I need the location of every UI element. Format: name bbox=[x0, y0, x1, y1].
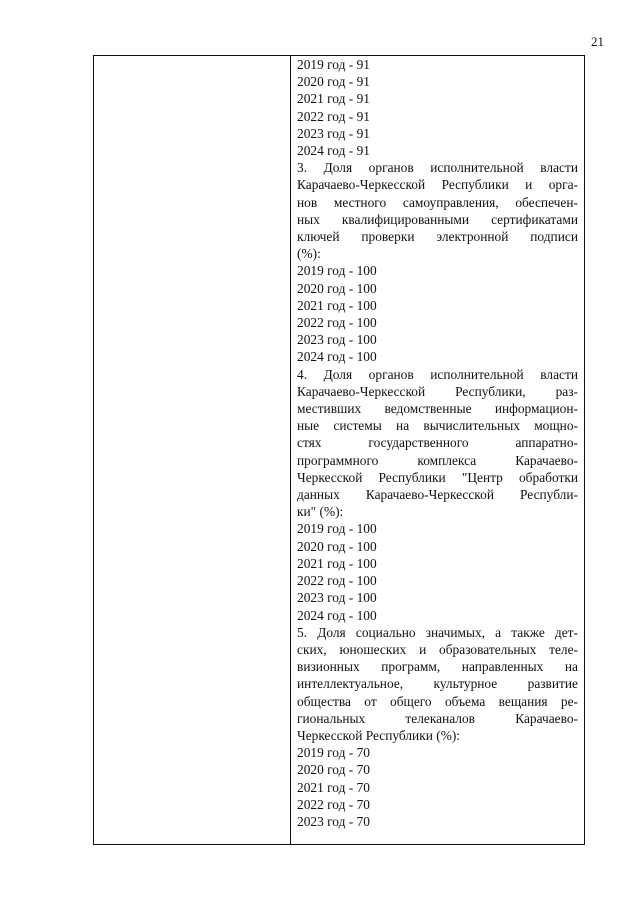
indicator-4-text bbox=[297, 366, 578, 521]
page-number: 21 bbox=[591, 34, 604, 49]
year-value-line: 2020 год - 100 bbox=[297, 538, 377, 554]
indicator-text-line: гиональных телеканалов Карачаево- bbox=[297, 710, 578, 726]
year-value-line: 2024 год - 100 bbox=[297, 607, 377, 623]
indicator-text-line: ских, юношеских и образовательных теле- bbox=[297, 641, 578, 657]
year-value-line: 2021 год - 100 bbox=[297, 297, 377, 313]
indicator-text-line: общества от общего объема вещания ре- bbox=[297, 693, 578, 709]
table-right-column bbox=[291, 56, 584, 844]
indicator-text-line: 4. Доля органов исполнительной власти bbox=[297, 366, 578, 382]
indicator-text-line: (%): bbox=[297, 246, 321, 262]
indicator-text-line: ные системы на вычислительных мощно- bbox=[297, 418, 578, 434]
year-value-line: 2019 год - 100 bbox=[297, 521, 377, 537]
year-value-line: 2022 год - 100 bbox=[297, 573, 377, 589]
indicator-5-text bbox=[297, 624, 578, 744]
year-value-line: 2023 год - 70 bbox=[297, 813, 370, 829]
year-value-line: 2024 год - 100 bbox=[297, 349, 377, 365]
year-value-line: 2022 год - 100 bbox=[297, 315, 377, 331]
year-value-line: 2023 год - 100 bbox=[297, 332, 377, 348]
indicator-text-line: визионных программ, направленных на bbox=[297, 659, 578, 675]
indicator-4-years bbox=[297, 520, 578, 623]
indicator-text-line: 5. Доля социально значимых, а также дет- bbox=[297, 624, 578, 640]
year-value-line: 2024 год - 91 bbox=[297, 143, 370, 159]
indicator-text-line: местивших ведомственные информацион- bbox=[297, 401, 578, 417]
indicator-2-years bbox=[297, 56, 578, 159]
indicator-text-line: ки" (%): bbox=[297, 504, 344, 520]
year-value-line: 2021 год - 70 bbox=[297, 779, 370, 795]
indicator-text-line: программного комплекса Карачаево- bbox=[297, 452, 578, 468]
year-value-line: 2021 год - 100 bbox=[297, 555, 377, 571]
year-value-line: 2023 год - 100 bbox=[297, 590, 377, 606]
indicator-3-years bbox=[297, 262, 578, 365]
table-left-column bbox=[94, 56, 291, 844]
indicator-text-line: Черкесской Республики (%): bbox=[297, 727, 461, 743]
indicator-text-line: нов местного самоуправления, обеспечен- bbox=[297, 194, 578, 210]
year-value-line: 2023 год - 91 bbox=[297, 125, 370, 141]
indicator-text-line: ключей проверки электронной подписи bbox=[297, 229, 578, 245]
year-value-line: 2020 год - 70 bbox=[297, 762, 370, 778]
indicator-text-line: Карачаево-Черкесской Республики и орга- bbox=[297, 177, 578, 193]
year-value-line: 2021 год - 91 bbox=[297, 91, 370, 107]
indicator-text-line: ных квалифицированными сертификатами bbox=[297, 211, 578, 227]
year-value-line: 2022 год - 70 bbox=[297, 796, 370, 812]
document-table bbox=[93, 55, 585, 845]
indicator-text-line: 3. Доля органов исполнительной власти bbox=[297, 160, 578, 176]
indicator-text-line: данных Карачаево-Черкесской Республи- bbox=[297, 487, 578, 503]
indicator-text-line: Черкесской Республики "Центр обработки bbox=[297, 469, 578, 485]
indicator-text-line: Карачаево-Черкесской Республики, раз- bbox=[297, 383, 578, 399]
year-value-line: 2020 год - 91 bbox=[297, 74, 370, 90]
indicator-3-text bbox=[297, 159, 578, 262]
indicator-5-years bbox=[297, 744, 578, 830]
year-value-line: 2022 год - 91 bbox=[297, 108, 370, 124]
year-value-line: 2020 год - 100 bbox=[297, 280, 377, 296]
indicator-text-line: стях государственного аппаратно- bbox=[297, 435, 578, 451]
year-value-line: 2019 год - 91 bbox=[297, 57, 370, 72]
year-value-line: 2019 год - 100 bbox=[297, 263, 377, 279]
indicator-text-line: интеллектуальное, культурное развитие bbox=[297, 676, 578, 692]
year-value-line: 2019 год - 70 bbox=[297, 745, 370, 761]
